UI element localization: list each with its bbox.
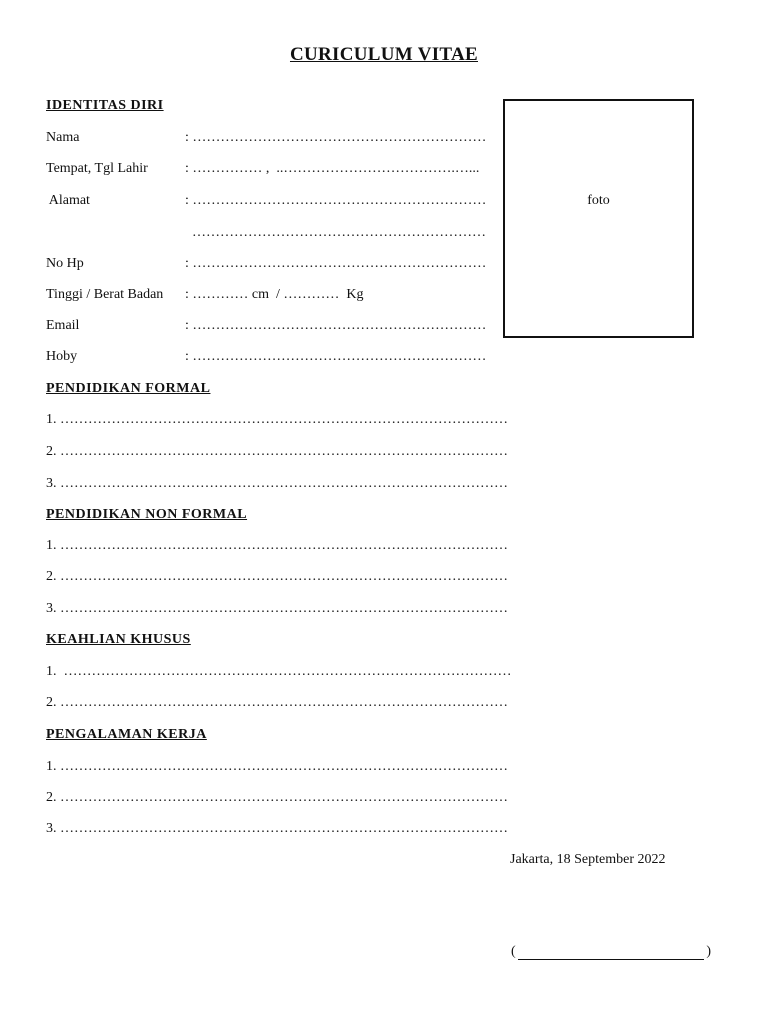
field-label-nama: Nama	[46, 130, 80, 145]
list-item: 3. ……………………………………………………………………………………	[46, 476, 508, 491]
field-label-no-hp: No Hp	[46, 256, 84, 271]
list-item: 2. ……………………………………………………………………………………	[46, 790, 508, 805]
section-heading-pendidikan-formal: PENDIDIKAN FORMAL	[46, 381, 211, 396]
signature-open-paren: (	[511, 944, 516, 959]
section-heading-pengalaman-kerja: PENGALAMAN KERJA	[46, 727, 207, 742]
field-label-hoby: Hoby	[46, 349, 78, 364]
field-value-tempat-tgl-lahir: : …………… , ..……………………………….…...	[185, 161, 480, 176]
list-item: 2. ……………………………………………………………………………………	[46, 569, 508, 584]
field-label-alamat: Alamat	[46, 193, 90, 208]
list-item: 1. ……………………………………………………………………………………	[46, 538, 508, 553]
place-date: Jakarta, 18 September 2022	[510, 852, 666, 867]
list-item: 2. ……………………………………………………………………………………	[46, 444, 508, 459]
field-value-email: : ………………………………………………………	[185, 318, 487, 333]
signature-close-paren: )	[706, 944, 711, 959]
section-heading-keahlian-khusus: KEAHLIAN KHUSUS	[46, 632, 191, 647]
list-item: 1. ……………………………………………………………………………………	[46, 759, 508, 774]
field-label-tinggi-berat: Tinggi / Berat Badan	[46, 287, 164, 302]
photo-label: foto	[587, 193, 610, 208]
signature-line	[511, 946, 711, 960]
field-value-tinggi-berat: : ………… cm / ………… Kg	[185, 287, 364, 302]
field-value-hoby: : ………………………………………………………	[185, 349, 487, 364]
list-item: 1. ……………………………………………………………………………………	[46, 664, 512, 679]
list-item: 3. ……………………………………………………………………………………	[46, 601, 508, 616]
field-value-nama: : ………………………………………………………	[185, 130, 487, 145]
section-heading-identitas: IDENTITAS DIRI	[46, 98, 164, 113]
photo-box	[503, 99, 694, 338]
field-value-no-hp: : ………………………………………………………	[185, 256, 487, 271]
list-item: 1. ……………………………………………………………………………………	[46, 412, 508, 427]
field-label-email: Email	[46, 318, 80, 333]
field-label-tempat-tgl-lahir: Tempat, Tgl Lahir	[46, 161, 148, 176]
document-title: CURICULUM VITAE	[289, 44, 478, 65]
signature-underline	[518, 959, 704, 960]
field-value-alamat-line-2: ………………………………………………………	[185, 225, 486, 240]
list-item: 2. ……………………………………………………………………………………	[46, 695, 508, 710]
field-value-alamat: : ………………………………………………………	[185, 193, 487, 208]
section-heading-pendidikan-non-formal: PENDIDIKAN NON FORMAL	[46, 507, 248, 522]
list-item: 3. ……………………………………………………………………………………	[46, 821, 508, 836]
